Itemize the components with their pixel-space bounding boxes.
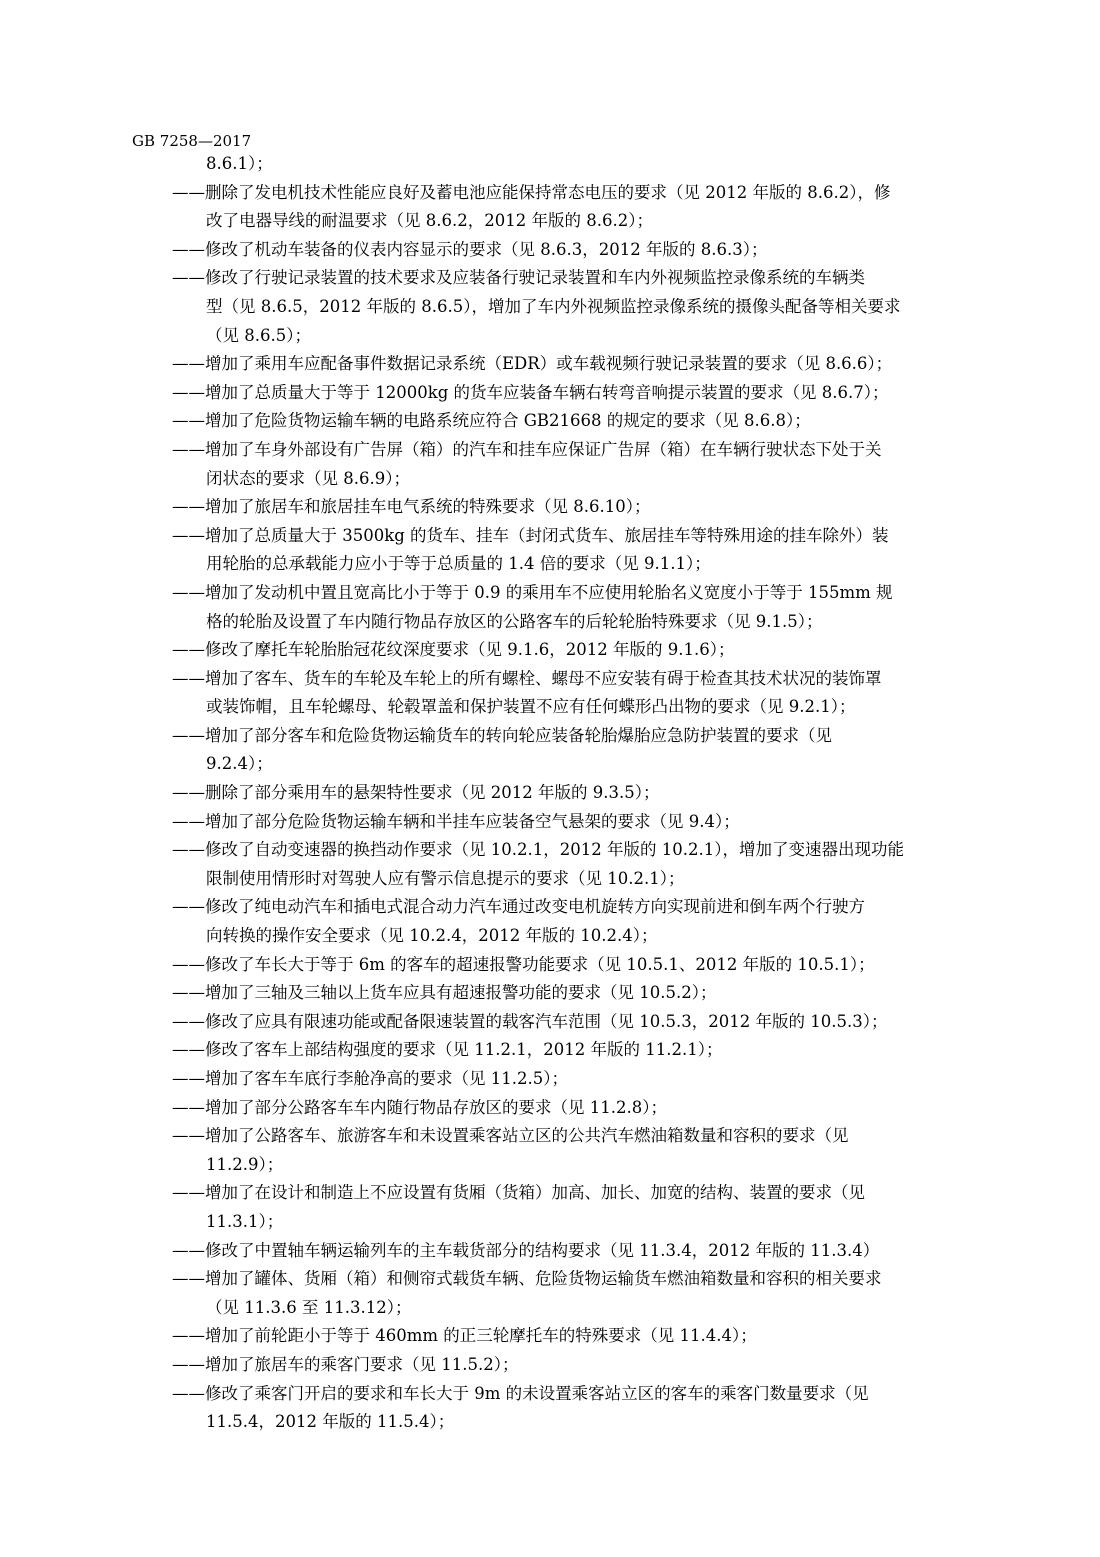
- list-item-continuation: 8.6.1）；: [206, 154, 273, 173]
- list-item: ——删除了部分乘用车的悬架特性要求（见 2012 年版的 9.3.5）；: [172, 783, 660, 803]
- list-item: ——增加了部分客车和危险货物运输货车的转向轮应装备轮胎爆胎应急防护装置的要求（见: [172, 725, 832, 745]
- list-item: ——修改了自动变速器的换挡动作要求（见 10.2.1，2012 年版的 10.2.1），增加了变速器出现功能: [172, 840, 904, 860]
- list-item-continuation: 9.2.4）；: [206, 754, 273, 774]
- list-item: ——修改了纯电动汽车和插电式混合动力汽车通过改变电机旋转方向实现前进和倒车两个行驶方: [172, 897, 865, 917]
- list-item-continuation: 闭状态的要求（见 8.6.9）；: [206, 468, 410, 488]
- list-item-continuation: 11.3.1）；: [206, 1211, 284, 1231]
- list-item-continuation: 向转换的操作安全要求（见 10.2.4，2012 年版的 10.2.4）；: [206, 926, 658, 946]
- list-item: ——增加了罐体、货厢（箱）和侧帘式载货车辆、危险货物运输货车燃油箱数量和容积的相关要求: [172, 1269, 882, 1289]
- list-item: ——增加了前轮距小于等于 460mm 的正三轮摩托车的特殊要求（见 11.4.4）；: [172, 1326, 757, 1346]
- list-item: ——增加了三轴及三轴以上货车应具有超速报警功能的要求（见 10.5.2）；: [172, 983, 717, 1003]
- change-list: [172, 150, 998, 1437]
- list-item-continuation: 11.5.4，2012 年版的 11.5.4）；: [206, 1412, 455, 1432]
- list-item-continuation: 用轮胎的总承载能力应小于等于总质量的 1.4 倍的要求（见 9.1.1）；: [206, 554, 711, 574]
- list-item: ——修改了车长大于等于 6m 的客车的超速报警功能要求（见 10.5.1、2012 年版的 10.5.1）；: [172, 954, 875, 974]
- list-item: ——增加了乘用车应配备事件数据记录系统（EDR）或车载视频行驶记录装置的要求（见 8.6.6）；: [172, 354, 893, 374]
- list-item: ——增加了公路客车、旅游客车和未设置乘客站立区的公共汽车燃油箱数量和容积的要求（见: [172, 1126, 849, 1146]
- list-item: ——增加了车身外部设有广告屏（箱）的汽车和挂车应保证广告屏（箱）在车辆行驶状态下处于关: [172, 439, 882, 459]
- list-item: ——删除了发电机技术性能应良好及蓄电池应能保持常态电压的要求（见 2012 年版的 8.6.2），修: [172, 182, 891, 202]
- list-item-continuation: 格的轮胎及设置了车内随行物品存放区的公路客车的后轮轮胎特殊要求（见 9.1.5）；: [206, 611, 823, 631]
- list-item: ——修改了行驶记录装置的技术要求及应装备行驶记录装置和车内外视频监控录像系统的车辆类: [172, 268, 865, 288]
- list-item: ——增加了旅居车和旅居挂车电气系统的特殊要求（见 8.6.10）；: [172, 497, 651, 517]
- list-item: ——增加了总质量大于等于 12000kg 的货车应装备车辆右转弯音响提示装置的要求（见 8.6.7）；: [172, 382, 889, 402]
- list-item: ——增加了发动机中置且宽高比小于等于 0.9 的乘用车不应使用轮胎名义宽度小于等于 155mm 规: [172, 582, 893, 602]
- list-item: ——增加了在设计和制造上不应设置有货厢（货箱）加高、加长、加宽的结构、装置的要求（见: [172, 1183, 865, 1203]
- list-item: ——修改了机动车装备的仪表内容显示的要求（见 8.6.3，2012 年版的 8.6.3）；: [172, 239, 768, 259]
- list-item: ——增加了客车、货车的车轮及车轮上的所有螺栓、螺母不应安装有碍于检查其技术状况的装饰罩: [172, 668, 882, 688]
- list-item-continuation: 11.2.9）；: [206, 1154, 284, 1174]
- list-item: ——增加了客车车底行李舱净高的要求（见 11.2.5）；: [172, 1069, 568, 1088]
- list-item-continuation: （见 8.6.5）；: [206, 325, 311, 345]
- list-item: ——增加了旅居车的乘客门要求（见 11.5.2）；: [172, 1354, 519, 1374]
- list-item: ——修改了乘客门开启的要求和车长大于 9m 的未设置乘客站立区的客车的乘客门数量要求（见: [172, 1383, 869, 1403]
- list-item: ——修改了中置轴车辆运输列车的主车载货部分的结构要求（见 11.3.4，2012 年版的 11.3.4）: [172, 1240, 880, 1260]
- list-item: ——修改了应具有限速功能或配备限速装置的载客汽车范围（见 10.5.3，2012 年版的 10.5.3）；: [172, 1011, 888, 1031]
- list-item-continuation: 限制使用情形时对驾驶人应有警示信息提示的要求（见 10.2.1）；: [206, 868, 685, 888]
- list-item: ——修改了客车上部结构强度的要求（见 11.2.1，2012 年版的 11.2.1）；: [172, 1040, 723, 1060]
- list-item: ——增加了总质量大于 3500kg 的货车、挂车（封闭式货车、旅居挂车等特殊用途的挂车除外）装: [172, 525, 889, 545]
- list-item-continuation: 改了电器导线的耐温要求（见 8.6.2，2012 年版的 8.6.2）；: [206, 211, 653, 231]
- list-item: ——增加了危险货物运输车辆的电路系统应符合 GB21668 的规定的要求（见 8.6.8）；: [172, 411, 811, 431]
- document-code-header: GB 7258—2017: [132, 132, 252, 150]
- list-item-continuation: （见 11.3.6 至 11.3.12）；: [206, 1297, 412, 1317]
- list-item-continuation: 型（见 8.6.5，2012 年版的 8.6.5），增加了车内外视频监控录像系统的摄像头配备等相关要求: [206, 296, 901, 316]
- list-item: ——增加了部分危险货物运输车辆和半挂车应装备空气悬架的要求（见 9.4）；: [172, 811, 740, 831]
- list-item-continuation: 或装饰帽，且车轮螺母、轮毂罩盖和保护装置不应有任何蝶形凸出物的要求（见 9.2.1）；: [206, 697, 856, 717]
- list-item: ——增加了部分公路客车车内随行物品存放区的要求（见 11.2.8）；: [172, 1097, 667, 1117]
- list-item: ——修改了摩托车轮胎胎冠花纹深度要求（见 9.1.6，2012 年版的 9.1.6）；: [172, 640, 735, 660]
